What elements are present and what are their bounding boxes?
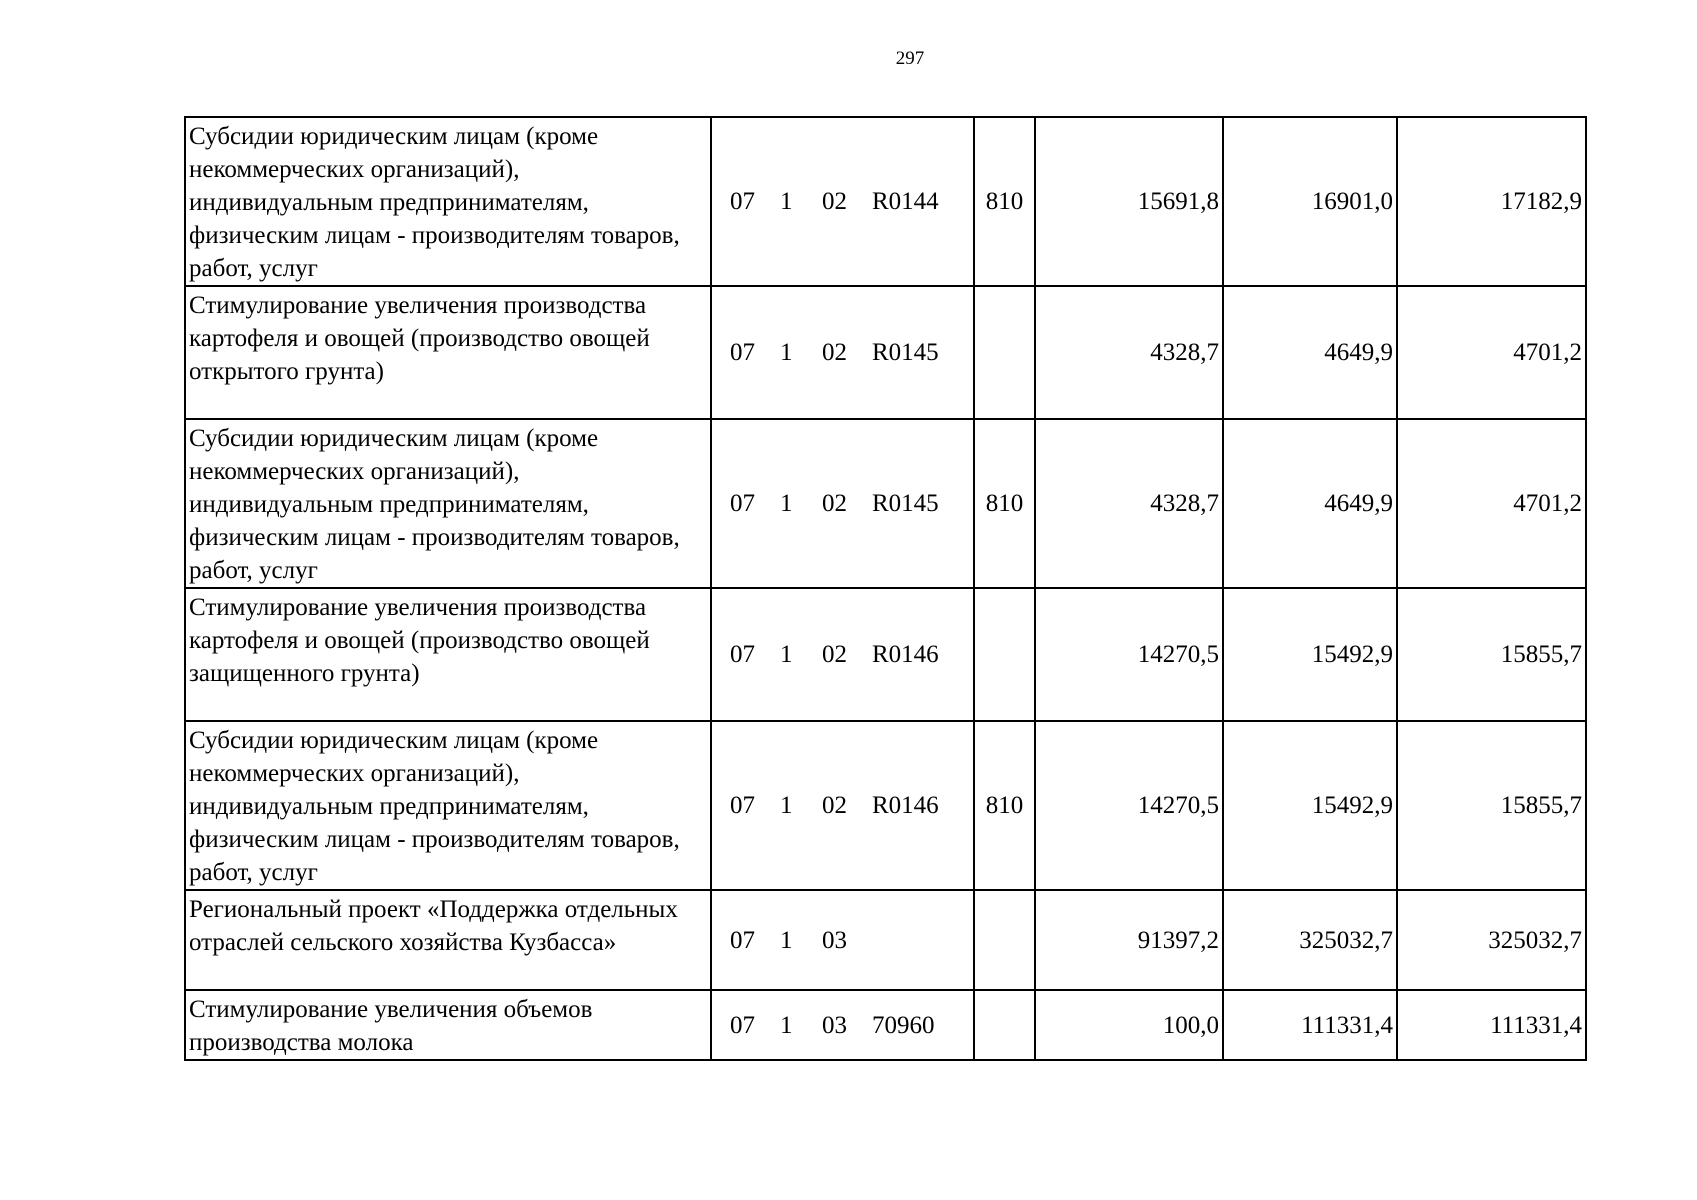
code-direction: R0145: [872, 339, 939, 366]
code-section: 07: [730, 490, 755, 517]
expense-type: [974, 286, 1035, 419]
expense-type: 810: [974, 117, 1035, 286]
code-program: 1: [780, 188, 793, 215]
row-codes: [711, 286, 974, 419]
row-codes: [711, 419, 974, 588]
row-name: Стимулирование увеличения производства картофеля и овощей (производство овощей открытого грунта): [185, 286, 711, 419]
code-subprogram: 02: [822, 188, 847, 215]
code-section: 07: [730, 188, 755, 215]
value-year-1: 100,0: [1035, 990, 1223, 1060]
row-codes: [711, 890, 974, 990]
row-codes: [711, 588, 974, 721]
code-section: 07: [730, 339, 755, 366]
value-year-1: 4328,7: [1035, 286, 1223, 419]
table-row: [185, 419, 1586, 588]
code-program: 1: [780, 1011, 793, 1039]
value-year-1: 4328,7: [1035, 419, 1223, 588]
expense-type: [974, 890, 1035, 990]
code-direction: R0144: [872, 188, 939, 215]
row-name: Стимулирование увеличения объемов производства молока: [185, 990, 711, 1060]
value-year-3: 15855,7: [1397, 588, 1586, 721]
value-year-1: 14270,5: [1035, 588, 1223, 721]
row-name: Субсидии юридическим лицам (кроме некоммерческих организаций), индивидуальным предпринимателям, физическим лицам - производителям товаров, работ, услуг: [185, 117, 711, 286]
value-year-3: 325032,7: [1397, 890, 1586, 990]
code-program: 1: [780, 926, 793, 954]
code-program: 1: [780, 641, 793, 668]
table-row: [185, 990, 1586, 1060]
expense-type: [974, 990, 1035, 1060]
value-year-3: 111331,4: [1397, 990, 1586, 1060]
code-direction: 70960: [872, 1011, 935, 1039]
expense-type: [974, 588, 1035, 721]
row-codes: [711, 117, 974, 286]
expense-type: 810: [974, 721, 1035, 890]
table-row: [185, 286, 1586, 419]
value-year-2: 15492,9: [1223, 721, 1397, 890]
budget-table: [184, 116, 1587, 1061]
value-year-3: 15855,7: [1397, 721, 1586, 890]
code-subprogram: 02: [822, 490, 847, 517]
code-section: 07: [730, 926, 755, 954]
row-codes: [711, 990, 974, 1060]
table-row: [185, 117, 1586, 286]
value-year-2: 4649,9: [1223, 286, 1397, 419]
value-year-2: 4649,9: [1223, 419, 1397, 588]
value-year-1: 91397,2: [1035, 890, 1223, 990]
code-program: 1: [780, 339, 793, 366]
value-year-3: 4701,2: [1397, 286, 1586, 419]
table-row: [185, 721, 1586, 890]
value-year-3: 17182,9: [1397, 117, 1586, 286]
row-name: Региональный проект «Поддержка отдельных отраслей сельского хозяйства Кузбасса»: [185, 890, 711, 990]
code-direction: R0146: [872, 792, 939, 819]
code-section: 07: [730, 641, 755, 668]
page-number: 297: [895, 48, 925, 69]
value-year-3: 4701,2: [1397, 419, 1586, 588]
code-subprogram: 03: [822, 926, 847, 954]
value-year-1: 15691,8: [1035, 117, 1223, 286]
code-subprogram: 02: [822, 339, 847, 366]
row-name: Стимулирование увеличения производства картофеля и овощей (производство овощей защищенного грунта): [185, 588, 711, 721]
code-program: 1: [780, 490, 793, 517]
table-row: [185, 890, 1586, 990]
code-direction: R0146: [872, 641, 939, 668]
value-year-2: 111331,4: [1223, 990, 1397, 1060]
code-section: 07: [730, 1011, 755, 1039]
row-name: Субсидии юридическим лицам (кроме некоммерческих организаций), индивидуальным предпринимателям, физическим лицам - производителям товаров, работ, услуг: [185, 419, 711, 588]
value-year-1: 14270,5: [1035, 721, 1223, 890]
value-year-2: 16901,0: [1223, 117, 1397, 286]
value-year-2: 15492,9: [1223, 588, 1397, 721]
code-program: 1: [780, 792, 793, 819]
code-section: 07: [730, 792, 755, 819]
code-direction: R0145: [872, 490, 939, 517]
code-subprogram: 03: [822, 1011, 847, 1039]
row-codes: [711, 721, 974, 890]
expense-type: 810: [974, 419, 1035, 588]
table-row: [185, 588, 1586, 721]
code-subprogram: 02: [822, 792, 847, 819]
row-name: Субсидии юридическим лицам (кроме некоммерческих организаций), индивидуальным предпринимателям, физическим лицам - производителям товаров, работ, услуг: [185, 721, 711, 890]
code-subprogram: 02: [822, 641, 847, 668]
value-year-2: 325032,7: [1223, 890, 1397, 990]
